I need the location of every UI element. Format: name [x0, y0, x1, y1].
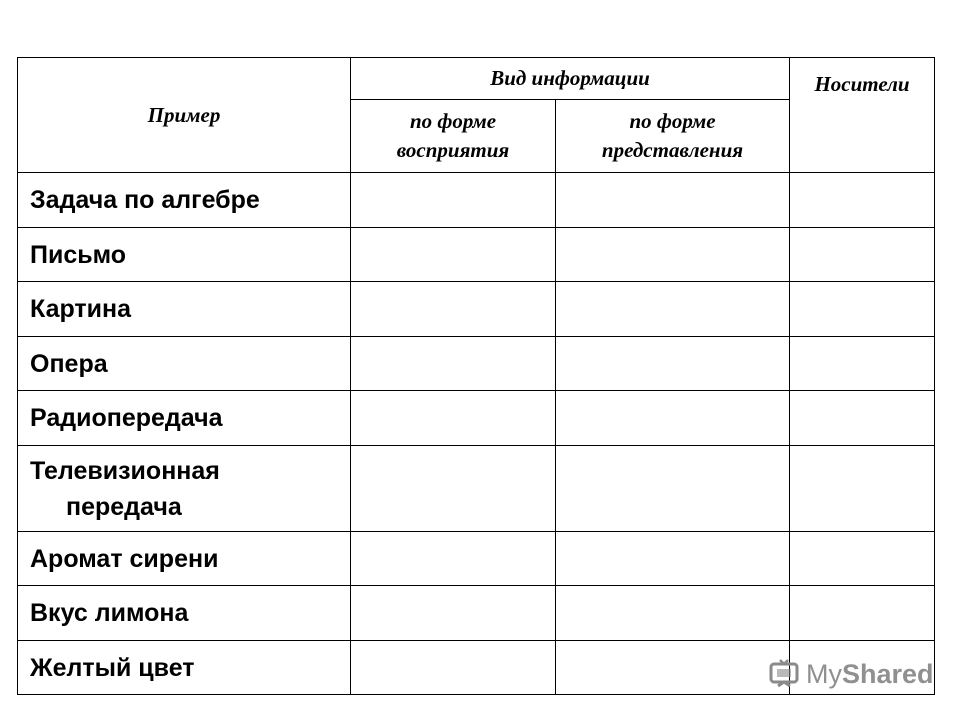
- carriers-cell: [790, 532, 935, 586]
- example-text: Задача по алгебре: [30, 186, 260, 214]
- example-text: Телевизионная: [30, 456, 220, 485]
- mysh-watermark: [768, 656, 934, 692]
- example-text: Вкус лимона: [30, 599, 189, 627]
- example-cell: [18, 282, 351, 337]
- carriers-cell: [790, 337, 935, 391]
- perception-cell: [351, 228, 556, 282]
- representation-cell: [556, 228, 790, 282]
- representation-cell: [556, 641, 790, 695]
- table-row: [18, 532, 935, 586]
- example-text: Опера: [30, 349, 108, 378]
- header-info-type: Вид информации: [351, 58, 790, 100]
- header-by-perception: [351, 100, 556, 173]
- perception-cell: [351, 532, 556, 586]
- perception-cell: [351, 641, 556, 695]
- carriers-cell: [790, 446, 935, 532]
- example-text: Письмо: [30, 240, 127, 269]
- example-cell: [18, 228, 351, 282]
- header-line: восприятия: [396, 138, 510, 162]
- example-cell: [18, 446, 351, 532]
- carriers-cell: [790, 586, 935, 641]
- table-row: [18, 391, 935, 446]
- header-line: по форме: [409, 109, 497, 133]
- representation-cell: [556, 282, 790, 337]
- mysh-logo-icon: [768, 658, 800, 690]
- table-row: [18, 173, 935, 228]
- representation-cell: [556, 337, 790, 391]
- example-text: Желтый цвет: [30, 653, 195, 682]
- watermark-text: [806, 659, 934, 690]
- watermark-suffix: Shared: [842, 658, 934, 689]
- header-by-representation: [556, 100, 790, 173]
- perception-cell: [351, 586, 556, 641]
- example-text: передача: [66, 492, 182, 521]
- watermark-prefix: My: [806, 658, 842, 689]
- info-table: [17, 57, 935, 695]
- example-cell: [18, 641, 351, 695]
- example-text: Радиопередача: [30, 404, 223, 432]
- perception-cell: [351, 282, 556, 337]
- example-text: Картина: [30, 295, 132, 323]
- example-cell: [18, 532, 351, 586]
- example-cell: [18, 391, 351, 446]
- carriers-cell: [790, 282, 935, 337]
- example-cell: [18, 337, 351, 391]
- table-row: [18, 228, 935, 282]
- example-cell: [18, 586, 351, 641]
- representation-cell: [556, 532, 790, 586]
- carriers-cell: [790, 391, 935, 446]
- header-example: Пример: [18, 58, 351, 173]
- example-text: Аромат сирени: [30, 544, 219, 573]
- header-line: по форме: [629, 109, 716, 133]
- representation-cell: [556, 391, 790, 446]
- carriers-cell: [790, 173, 935, 228]
- representation-cell: [556, 446, 790, 532]
- table-row: [18, 337, 935, 391]
- header-line: представления: [601, 138, 744, 162]
- representation-cell: [556, 173, 790, 228]
- table-row: [18, 586, 935, 641]
- example-cell: [18, 173, 351, 228]
- carriers-cell: [790, 228, 935, 282]
- perception-cell: [351, 391, 556, 446]
- perception-cell: [351, 446, 556, 532]
- representation-cell: [556, 586, 790, 641]
- perception-cell: [351, 173, 556, 228]
- table-row: [18, 282, 935, 337]
- header-carriers: Носители: [790, 58, 935, 173]
- perception-cell: [351, 337, 556, 391]
- table-row: [18, 446, 935, 532]
